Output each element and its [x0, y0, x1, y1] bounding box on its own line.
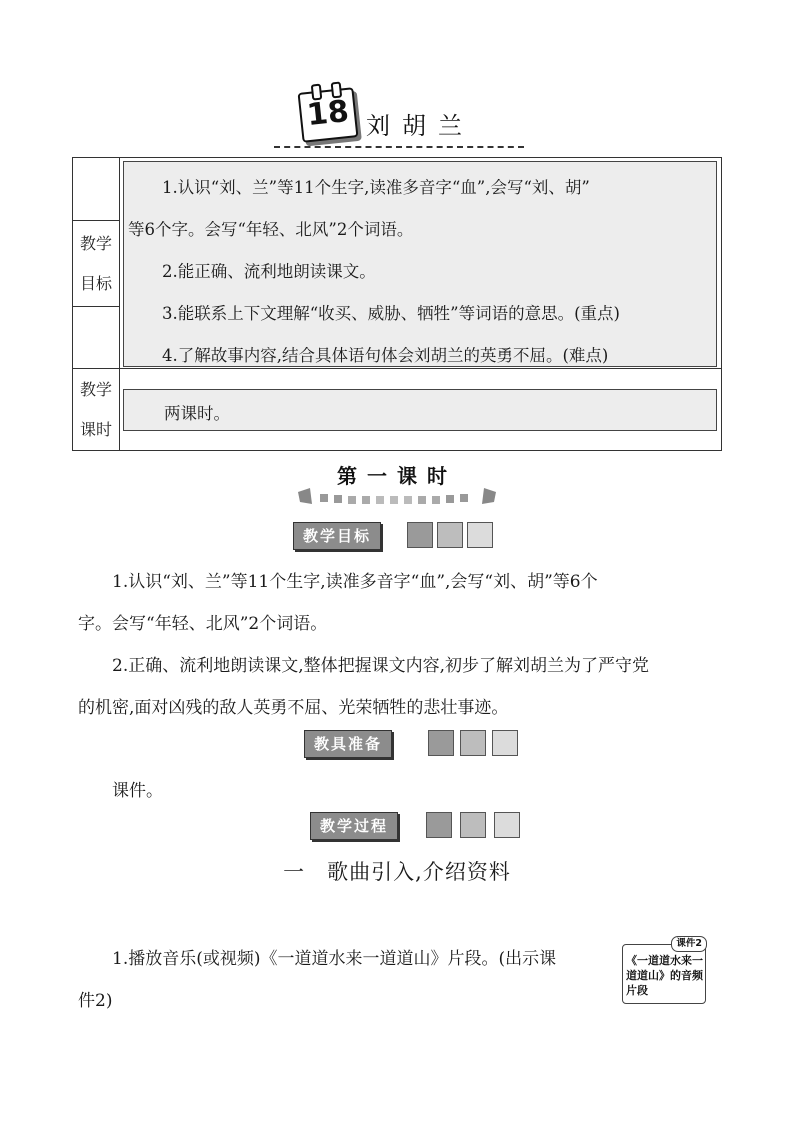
- goals-para-1-line-2: 字。会写“年轻、北风”2个词语。: [78, 614, 328, 634]
- goal-line-5: 4.了解故事内容,结合具体语句体会刘胡兰的英勇不屈。(难点): [162, 346, 609, 365]
- deco-square-icon: [460, 812, 486, 838]
- section-goals-header: [293, 522, 503, 550]
- period-title: 第一课时: [337, 464, 457, 488]
- hours-label-line-1: 教学: [79, 380, 112, 399]
- deco-square-icon: [428, 730, 454, 756]
- hours-content-box: [123, 389, 717, 431]
- deco-square-icon: [492, 730, 518, 756]
- objectives-table: [72, 157, 722, 451]
- deco-square-icon: [460, 730, 486, 756]
- calendar-badge-icon: [298, 87, 359, 143]
- hours-row-label: [73, 370, 119, 450]
- goal-line-3: 2.能正确、流利地朗读课文。: [162, 262, 376, 281]
- goals-para-2-line-2: 的机密,面对凶残的敌人英勇不屈、光荣牺牲的悲壮事迹。: [78, 698, 509, 718]
- hours-text: 两课时。: [164, 404, 230, 423]
- lesson-header: [270, 84, 530, 154]
- section-process-header: [310, 812, 522, 840]
- deco-square-icon: [467, 522, 493, 548]
- tools-body: 课件。: [112, 781, 163, 801]
- section-tools-header: [304, 730, 526, 758]
- courseware-tag: [622, 938, 706, 1004]
- period-decoration: [298, 486, 496, 506]
- deco-square-icon: [494, 812, 520, 838]
- section-process-label: 教学过程: [310, 812, 398, 840]
- hours-label-line-2: 课时: [79, 420, 112, 439]
- goals-para-1-line-1: 1.认识“刘、兰”等11个生字,读准多音字“血”,会写“刘、胡”等6个: [112, 572, 598, 592]
- goal-row-label: [73, 224, 119, 304]
- goal-content-box: [123, 161, 717, 367]
- goal-label-line-2: 目标: [79, 274, 112, 293]
- lesson-number: 18: [305, 93, 351, 134]
- step-one-title: 一 歌曲引入,介绍资料: [283, 860, 511, 884]
- courseware-description: 《一道道水来一道道山》的音频片段: [626, 954, 703, 997]
- deco-square-icon: [437, 522, 463, 548]
- deco-square-icon: [426, 812, 452, 838]
- goal-line-2: 等6个字。会写“年轻、北风”2个词语。: [128, 220, 414, 239]
- goal-label-line-1: 教学: [79, 234, 112, 253]
- title-divider: [274, 146, 524, 148]
- process-para-1-line-2: 件2): [78, 991, 113, 1011]
- goals-para-2-line-1: 2.正确、流利地朗读课文,整体把握课文内容,初步了解刘胡兰为了严守党: [112, 656, 650, 676]
- lesson-title: 刘胡兰: [366, 112, 474, 140]
- deco-square-icon: [407, 522, 433, 548]
- section-tools-label: 教具准备: [304, 730, 392, 758]
- process-para-1-line-1: 1.播放音乐(或视频)《一道道水来一道道山》片段。(出示课: [112, 949, 557, 969]
- courseware-tab-label: 课件2: [671, 936, 707, 952]
- section-goals-label: 教学目标: [293, 522, 381, 550]
- goal-line-4: 3.能联系上下文理解“收买、威胁、牺牲”等词语的意思。(重点): [162, 304, 620, 323]
- goal-line-1: 1.认识“刘、兰”等11个生字,读准多音字“血”,会写“刘、胡”: [162, 178, 590, 197]
